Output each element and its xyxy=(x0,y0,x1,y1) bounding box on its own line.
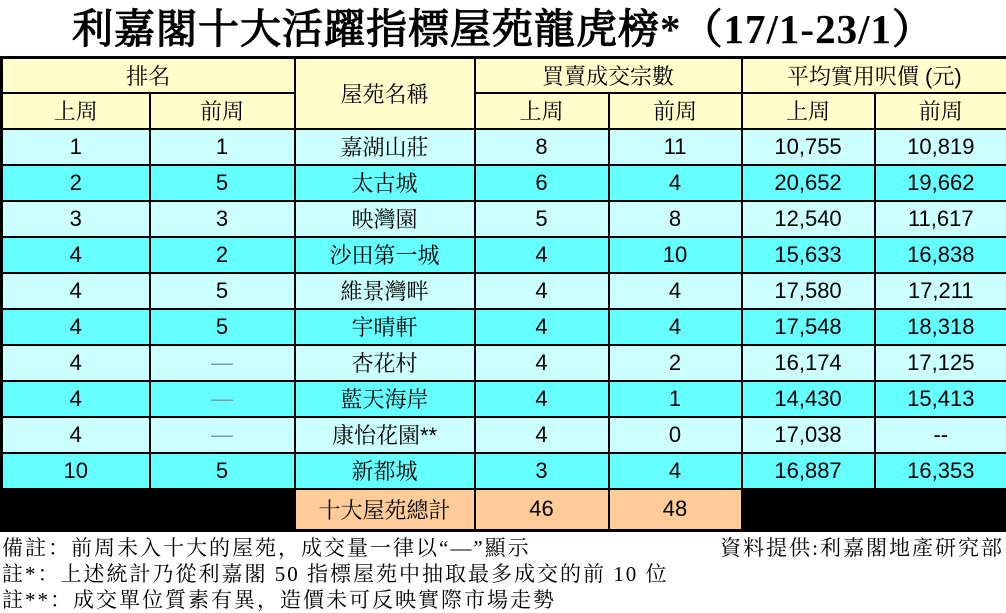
estate-name-cell: 映灣園 xyxy=(295,201,475,237)
price-prev-week-cell: 17,125 xyxy=(875,345,1006,381)
total-trans-last-week-cell: 46 xyxy=(475,489,609,531)
trans-prev-week-cell: 8 xyxy=(609,201,742,237)
estate-name-cell: 新都城 xyxy=(295,453,475,489)
rank-prev-week-cell: 2 xyxy=(150,237,295,273)
trans-prev-week-cell: 4 xyxy=(609,309,742,345)
rank-last-week-cell: 4 xyxy=(2,237,150,273)
page-title: 利嘉閣十大活躍指標屋苑龍虎榜*（17/1-23/1） xyxy=(0,0,1006,56)
footer-note-1 xyxy=(2,535,1004,561)
price-last-week-cell: 20,652 xyxy=(742,165,875,201)
header-transactions-group: 買賣成交宗數 xyxy=(475,58,742,93)
rank-last-week-cell: 3 xyxy=(2,201,150,237)
trans-prev-week-cell: 4 xyxy=(609,453,742,489)
table-body xyxy=(2,129,1006,489)
trans-prev-week-cell: 2 xyxy=(609,345,742,381)
rank-last-week-cell: 4 xyxy=(2,273,150,309)
rank-prev-week-cell: 5 xyxy=(150,309,295,345)
table-total-row xyxy=(2,489,1006,531)
rank-last-week-cell: 4 xyxy=(2,345,150,381)
header-estate-name: 屋苑名稱 xyxy=(295,58,475,129)
rank-last-week-cell: 4 xyxy=(2,417,150,453)
footer-note-1-left: 備註：前周未入十大的屋苑，成交量一律以“—”顯示 xyxy=(2,535,531,561)
price-last-week-cell: 17,548 xyxy=(742,309,875,345)
trans-prev-week-cell: 11 xyxy=(609,129,742,165)
rank-prev-week-cell: 5 xyxy=(150,453,295,489)
trans-prev-week-cell: 4 xyxy=(609,165,742,201)
price-last-week-cell: 17,580 xyxy=(742,273,875,309)
price-prev-week-cell: 10,819 xyxy=(875,129,1006,165)
ranking-table xyxy=(0,56,1006,532)
header-price-group: 平均實用呎價 (元) xyxy=(742,58,1006,93)
header-trans-prev-week: 前周 xyxy=(609,93,742,129)
trans-prev-week-cell: 0 xyxy=(609,417,742,453)
rank-last-week-cell: 4 xyxy=(2,309,150,345)
header-rank-prev-week: 前周 xyxy=(150,93,295,129)
trans-last-week-cell: 4 xyxy=(475,309,609,345)
estate-name-cell: 沙田第一城 xyxy=(295,237,475,273)
header-price-last-week: 上周 xyxy=(742,93,875,129)
total-label-cell: 十大屋苑總計 xyxy=(295,489,475,531)
table-row xyxy=(2,309,1006,345)
trans-last-week-cell: 4 xyxy=(475,273,609,309)
table-row xyxy=(2,237,1006,273)
price-last-week-cell: 12,540 xyxy=(742,201,875,237)
estate-name-cell: 太古城 xyxy=(295,165,475,201)
trans-last-week-cell: 4 xyxy=(475,417,609,453)
trans-prev-week-cell: 4 xyxy=(609,273,742,309)
estate-name-cell: 維景灣畔 xyxy=(295,273,475,309)
table-row xyxy=(2,381,1006,417)
trans-prev-week-cell: 10 xyxy=(609,237,742,273)
header-trans-last-week: 上周 xyxy=(475,93,609,129)
total-blackout-left xyxy=(2,489,295,531)
table-row xyxy=(2,417,1006,453)
trans-last-week-cell: 4 xyxy=(475,345,609,381)
table-row xyxy=(2,345,1006,381)
estate-name-cell: 藍天海岸 xyxy=(295,381,475,417)
total-blackout-right xyxy=(742,489,1006,531)
table-header xyxy=(2,58,1006,129)
header-rank-last-week: 上周 xyxy=(2,93,150,129)
header-price-prev-week: 前周 xyxy=(875,93,1006,129)
rank-prev-week-cell: 5 xyxy=(150,165,295,201)
trans-last-week-cell: 8 xyxy=(475,129,609,165)
price-prev-week-cell: 17,211 xyxy=(875,273,1006,309)
rank-last-week-cell: 10 xyxy=(2,453,150,489)
rank-prev-week-cell: — xyxy=(150,417,295,453)
price-prev-week-cell: 19,662 xyxy=(875,165,1006,201)
table-row xyxy=(2,201,1006,237)
table-row xyxy=(2,453,1006,489)
price-prev-week-cell: 16,838 xyxy=(875,237,1006,273)
trans-last-week-cell: 6 xyxy=(475,165,609,201)
footer-note-1-source: 資料提供:利嘉閣地產研究部 xyxy=(720,535,1004,561)
price-last-week-cell: 14,430 xyxy=(742,381,875,417)
estate-name-cell: 康怡花園** xyxy=(295,417,475,453)
price-prev-week-cell: -- xyxy=(875,417,1006,453)
table-row xyxy=(2,129,1006,165)
footer-notes xyxy=(0,532,1006,613)
trans-last-week-cell: 3 xyxy=(475,453,609,489)
price-last-week-cell: 16,887 xyxy=(742,453,875,489)
table-row xyxy=(2,273,1006,309)
price-last-week-cell: 17,038 xyxy=(742,417,875,453)
price-prev-week-cell: 11,617 xyxy=(875,201,1006,237)
trans-last-week-cell: 4 xyxy=(475,237,609,273)
rank-prev-week-cell: 5 xyxy=(150,273,295,309)
header-rank-group: 排名 xyxy=(2,58,295,93)
rank-prev-week-cell: — xyxy=(150,381,295,417)
rank-prev-week-cell: — xyxy=(150,345,295,381)
rank-prev-week-cell: 1 xyxy=(150,129,295,165)
rank-last-week-cell: 2 xyxy=(2,165,150,201)
price-last-week-cell: 16,174 xyxy=(742,345,875,381)
price-prev-week-cell: 16,353 xyxy=(875,453,1006,489)
trans-prev-week-cell: 1 xyxy=(609,381,742,417)
footer-note-2: 註*：上述統計乃從利嘉閣 50 指標屋苑中抽取最多成交的前 10 位 xyxy=(2,561,1004,587)
table-row xyxy=(2,165,1006,201)
price-last-week-cell: 15,633 xyxy=(742,237,875,273)
price-prev-week-cell: 18,318 xyxy=(875,309,1006,345)
rank-prev-week-cell: 3 xyxy=(150,201,295,237)
price-last-week-cell: 10,755 xyxy=(742,129,875,165)
estate-name-cell: 宇晴軒 xyxy=(295,309,475,345)
rank-last-week-cell: 4 xyxy=(2,381,150,417)
trans-last-week-cell: 4 xyxy=(475,381,609,417)
trans-last-week-cell: 5 xyxy=(475,201,609,237)
footer-note-3: 註**：成交單位質素有異，造價未可反映實際市場走勢 xyxy=(2,587,1004,613)
total-trans-prev-week-cell: 48 xyxy=(609,489,742,531)
rank-last-week-cell: 1 xyxy=(2,129,150,165)
price-prev-week-cell: 15,413 xyxy=(875,381,1006,417)
estate-name-cell: 杏花村 xyxy=(295,345,475,381)
estate-name-cell: 嘉湖山莊 xyxy=(295,129,475,165)
